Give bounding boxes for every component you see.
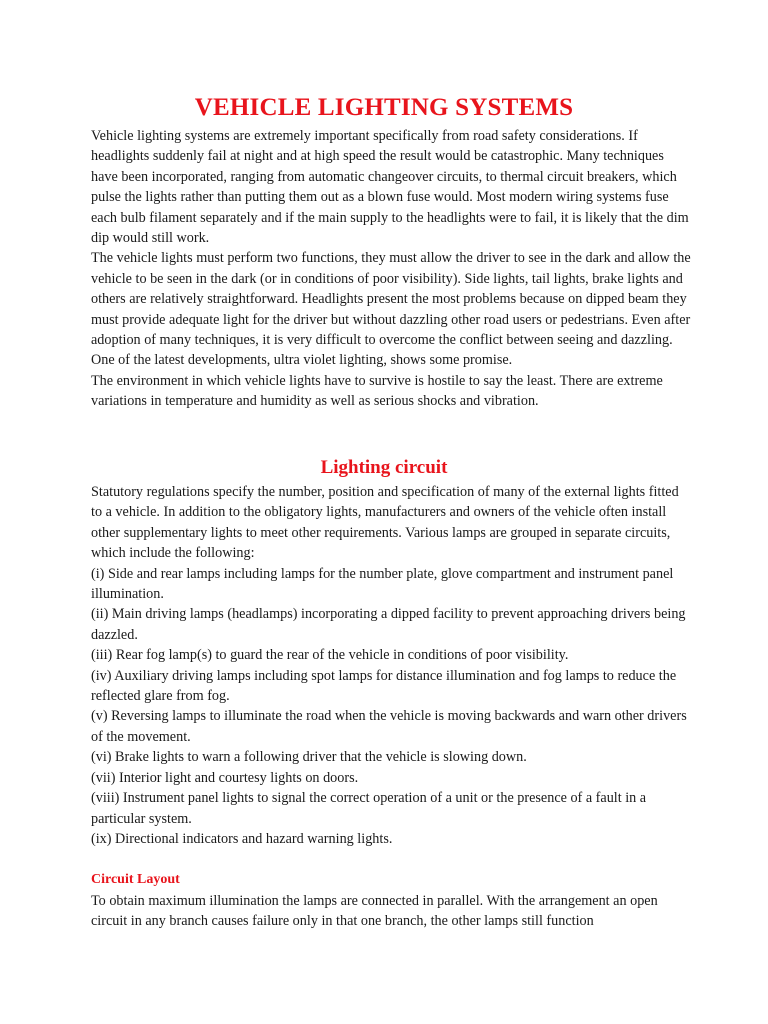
lighting-circuit-item-9: (ix) Directional indicators and hazard warning lights. — [91, 830, 393, 847]
lighting-circuit-item-2: (ii) Main driving lamps (headlamps) incorporating a dipped facility to prevent approaching drivers being dazzled. — [91, 606, 686, 643]
circuit-layout-heading: Circuit Layout — [91, 872, 180, 887]
lighting-circuit-item-1: (i) Side and rear lamps including lamps for the number plate, glove compartment and instrument panel illumination. — [91, 565, 674, 603]
lighting-circuit-heading: Lighting circuit — [320, 457, 448, 478]
intro-paragraph-3: The environment in which vehicle lights have to survive is hostile to say the least. There are extreme variations in temperature and humidity as well as serious shocks and vibration. — [91, 372, 663, 410]
lighting-circuit-item-4: (iv) Auxiliary driving lamps including spot lamps for distance illumination and fog lamps to reduce the reflected glare from fog. — [91, 667, 677, 705]
circuit-layout-section — [91, 891, 691, 932]
lighting-circuit-item-7: (vii) Interior light and courtesy lights on doors. — [91, 769, 359, 786]
lighting-circuit-item-5: (v) Reversing lamps to illuminate the road when the vehicle is moving backwards and warn other drivers of the movement. — [91, 708, 687, 745]
circuit-layout-text: To obtain maximum illumination the lamps are connected in parallel. With the arrangement an open circuit in any branch causes failure only in that one branch, the other lamps still function — [91, 893, 658, 930]
document-title: VEHICLE LIGHTING SYSTEMS — [194, 94, 574, 121]
lighting-circuit-intro: Statutory regulations specify the number, position and specification of many of the external lights fitted to a vehicle. In addition to the obligatory lights, manufacturers and owners of the vehicle often install other supplementary lights to meet other requirements. Various lamps are grouped in separate circuits, which include the following: — [91, 484, 679, 562]
lighting-circuit-item-3: (iii) Rear fog lamp(s) to guard the rear of the vehicle in conditions of poor visibility. — [91, 647, 569, 664]
lighting-circuit-item-6: (vi) Brake lights to warn a following driver that the vehicle is slowing down. — [91, 749, 527, 766]
intro-section — [91, 126, 691, 412]
intro-paragraph-2: The vehicle lights must perform two functions, they must allow the driver to see in the dark and allow the vehicle to be seen in the dark (or in conditions of poor visibility). Side lights, tail lights, brake lights and others are relatively straightforward. Headlights present the most problems because on dipped beam they must provide adequate light for the driver but without dazzling other road users or pedestrians. Even after adoption of many techniques, it is very difficult to overcome the conflict between seeing and dazzling. One of the latest developments, ultra violet lighting, shows some promise. — [91, 250, 691, 369]
intro-paragraph-1: Vehicle lighting systems are extremely important specifically from road safety considerations. If headlights suddenly fail at night and at high speed the result would be catastrophic. Many techniques have been incorporated, ranging from automatic changeover circuits, to thermal circuit breakers, which pulse the lights rather than putting them out as a blown fuse would. Most modern wiring systems fuse each bulb filament separately and if the main supply to the headlights were to fail, it is likely that the dim dip would still work. — [91, 128, 689, 247]
lighting-circuit-section — [91, 482, 691, 849]
lighting-circuit-item-8: (viii) Instrument panel lights to signal the correct operation of a unit or the presence of a fault in a particular system. — [91, 790, 647, 827]
